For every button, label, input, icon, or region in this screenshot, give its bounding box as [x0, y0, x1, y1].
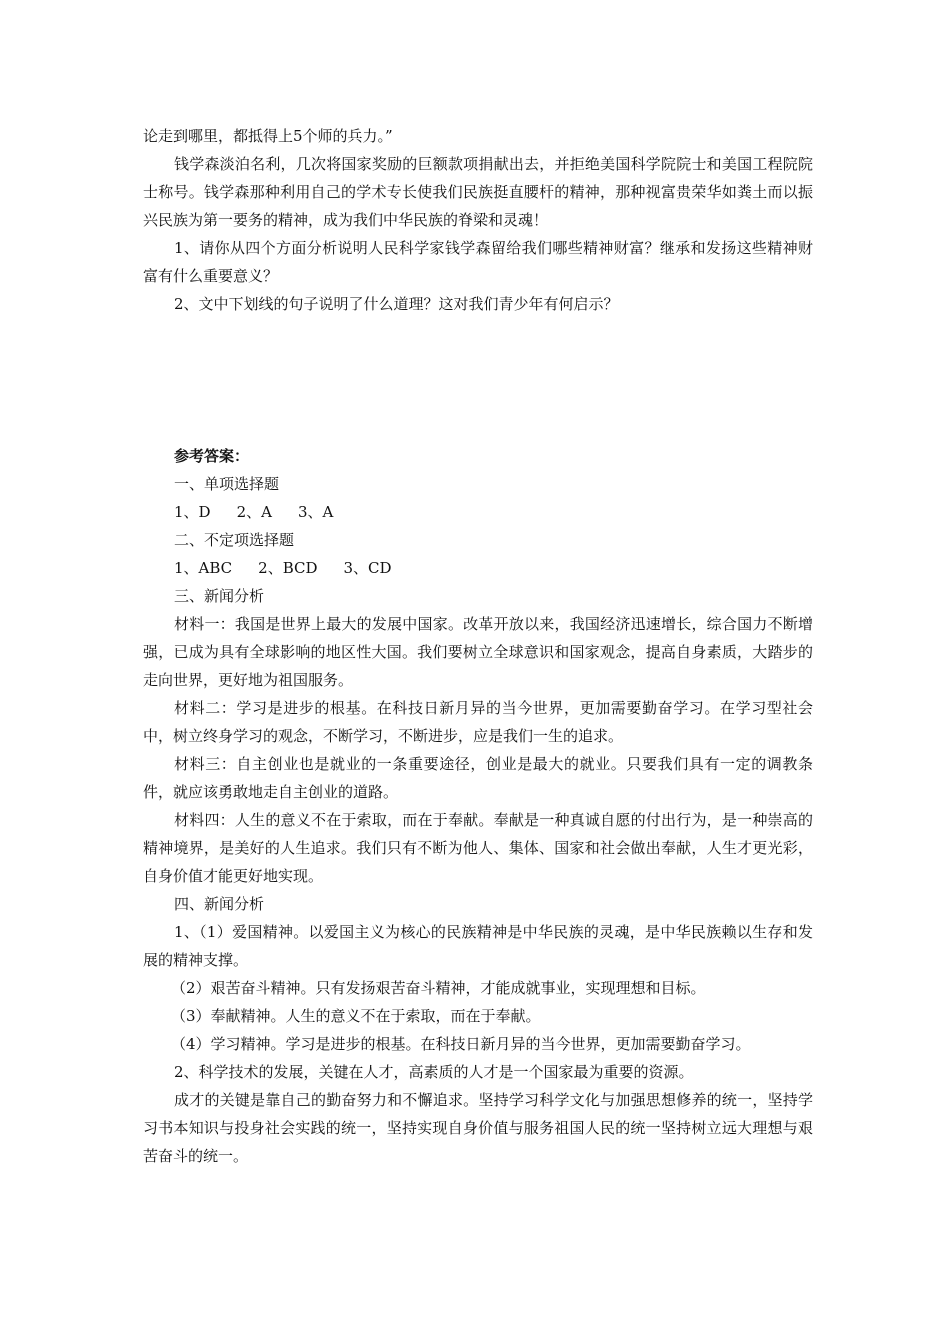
answer-item: 1、ABC	[174, 559, 233, 577]
question-2: 2、文中下划线的句子说明了什么道理？这对我们青少年有何启示？	[174, 295, 619, 313]
answer-item: 2、A	[236, 503, 272, 521]
document-page	[143, 122, 813, 1170]
part2-title: 二、不定项选择题	[174, 531, 295, 549]
part4-answer-1: 1、（1）爱国精神。以爱国主义为核心的民族精神是中华民族的灵魂，是中华民族赖以生存和发展的精神支撑。	[143, 923, 813, 969]
part2-answers	[143, 554, 813, 582]
material-3: 材料三：自主创业也是就业的一条重要途径，创业是最大的就业。只要我们具有一定的调教条件，就应该勇敢地走自主创业的道路。	[143, 755, 813, 801]
part1-title: 一、单项选择题	[174, 475, 280, 493]
part4-answer-1-4: （4）学习精神。学习是进步的根基。在科技日新月异的当今世界，更加需要勤奋学习。	[171, 1035, 751, 1053]
part1-answers	[143, 498, 813, 526]
part4-title: 四、新闻分析	[174, 895, 265, 913]
material-2: 材料二：学习是进步的根基。在科技日新月异的当今世界，更加需要勤奋学习。在学习型社会中，树立终身学习的观念，不断学习，不断进步，应是我们一生的追求。	[143, 699, 813, 745]
part4-answer-1-2: （2）艰苦奋斗精神。只有发扬艰苦奋斗精神，才能成就事业，实现理想和目标。	[171, 979, 706, 997]
part4-answer-2: 2、科学技术的发展，关键在人才，高素质的人才是一个国家最为重要的资源。	[174, 1063, 694, 1081]
part4-answer-1-3: （3）奉献精神。人生的意义不在于索取，而在于奉献。	[171, 1007, 541, 1025]
answers-title: 参考答案：	[174, 447, 250, 465]
material-1: 材料一：我国是世界上最大的发展中国家。改革开放以来，我国经济迅速增长，综合国力不断增强，已成为具有全球影响的地区性大国。我们要树立全球意识和国家观念，提高自身素质，大踏步的走向世界，更好地为祖国服务。	[143, 615, 813, 689]
question-1: 1、请你从四个方面分析说明人民科学家钱学森留给我们哪些精神财富？继承和发扬这些精神财富有什么重要意义？	[143, 239, 813, 285]
answer-item: 3、A	[297, 503, 334, 521]
answer-item: 2、BCD	[258, 559, 318, 577]
part3-title: 三、新闻分析	[174, 587, 265, 605]
paragraph-qian-xuesen: 钱学森淡泊名利，几次将国家奖励的巨额款项捐献出去，并拒绝美国科学院院士和美国工程院院士称号。钱学森那种利用自己的学术专长使我们民族挺直腰杆的精神，那种视富贵荣华如粪土而以振兴民族为第一要务的精神，成为我们中华民族的脊梁和灵魂！	[143, 155, 813, 229]
answer-item: 3、CD	[343, 559, 392, 577]
blank-space	[143, 318, 813, 442]
material-4: 材料四：人生的意义不在于索取，而在于奉献。奉献是一种真诚自愿的付出行为，是一种崇高的精神境界，是美好的人生追求。我们只有不断为他人、集体、国家和社会做出奉献，人生才更光彩，自身价值才能更好地实现。	[143, 811, 813, 885]
paragraph-continuation: 论走到哪里，都抵得上5个师的兵力。”	[143, 127, 393, 145]
answer-item: 1、D	[174, 503, 211, 521]
part4-answer-2-detail: 成才的关键是靠自己的勤奋努力和不懈追求。坚持学习科学文化与加强思想修养的统一，坚持学习书本知识与投身社会实践的统一，坚持实现自身价值与服务祖国人民的统一坚持树立远大理想与艰苦奋斗的统一。	[143, 1091, 813, 1165]
